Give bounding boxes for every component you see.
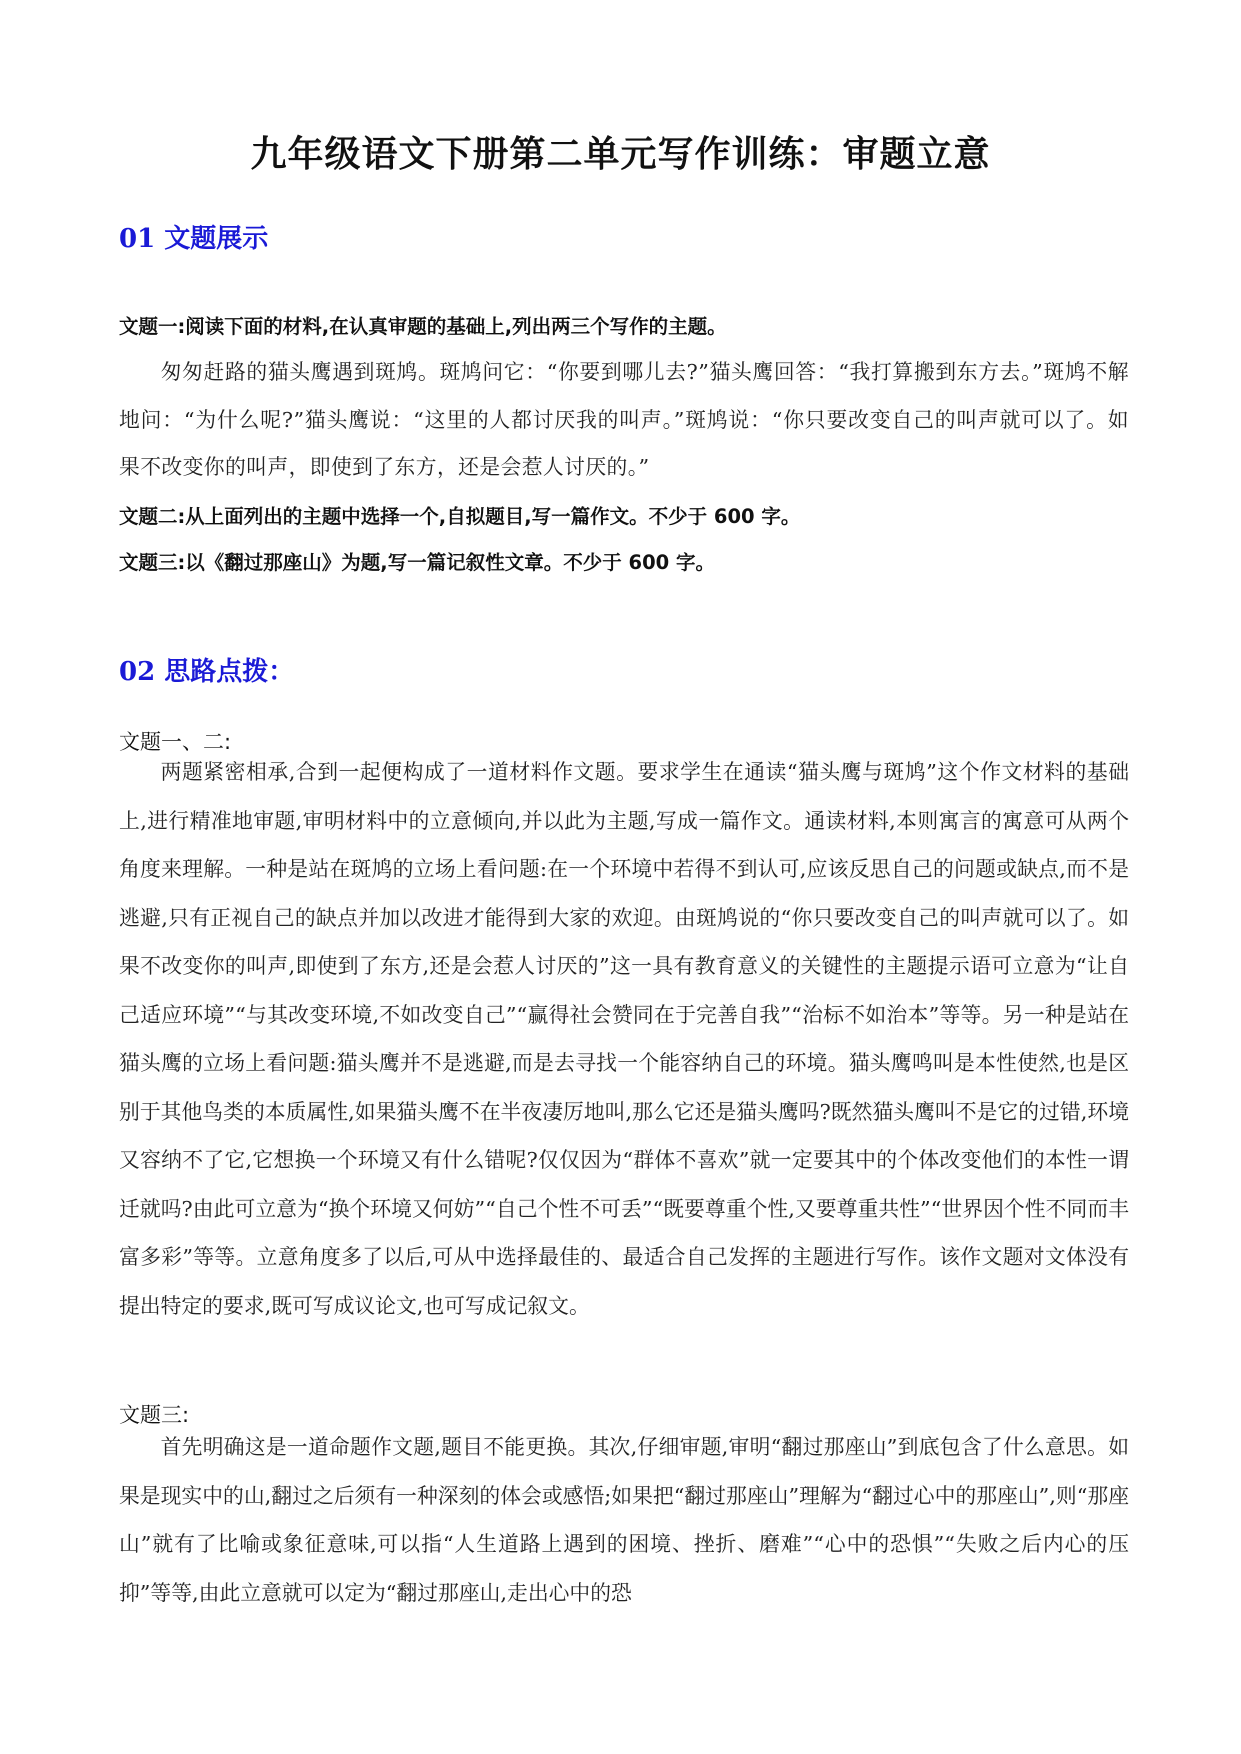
guidance-paragraph-two: 首先明确这是一道命题作文题,题目不能更换。其次,仔细审题,审明“翻过那座山”到底包含了什么意思。如果是现实中的山,翻过之后须有一种深刻的体会或感悟;如果把“翻过那座山”理解为“翻过心中的那座山”,则“那座山”就有了比喻或象征意味,可以指“人生道路上遇到的困境、挫折、磨难”“心中的恐惧”“失败之后内心的压抑”等等,由此立意就可以定为“翻过那座山,走出心中的恐 [119,1435,1129,1605]
topic-one-prompt: 文题一:阅读下面的材料,在认真审题的基础上,列出两三个写作的主题。 [119,315,727,338]
subheading-topic-three: 文题三: [119,1403,190,1427]
guidance-paragraph-one: 两题紧密相承,合到一起便构成了一道材料作文题。要求学生在通读“猫头鹰与斑鸠”这个作文材料的基础上,进行精准地审题,审明材料中的立意倾向,并以此为主题,写成一篇作文。通读材料,本则寓言的寓意可从两个角度来理解。一种是站在斑鸠的立场上看问题:在一个环境中若得不到认可,应该反思自己的问题或缺点,而不是逃避,只有正视自己的缺点并加以改进才能得到大家的欢迎。由斑鸠说的“你只要改变自己的叫声就可以了。如果不改变你的叫声,即使到了东方,还是会惹人讨厌的”这一具有教育意义的关键性的主题提示语可立意为“让自己适应环境”“与其改变环境,不如改变自己”“赢得社会赞同在于完善自我”“治标不如治本”等等。另一种是站在猫头鹰的立场上看问题:猫头鹰并不是逃避,而是去寻找一个能容纳自己的环境。猫头鹰鸣叫是本性使然,也是区别于其他鸟类的本质属性,如果猫头鹰不在半夜凄厉地叫,那么它还是猫头鹰吗?既然猫头鹰叫不是它的过错,环境又容纳不了它,它想换一个环境又有什么错呢?仅仅因为“群体不喜欢”就一定要其中的个体改变他们的本性一谓迁就吗?由此可立意为“换个环境又何妨”“自己个性不可丢”“既要尊重个性,又要尊重共性”“世界因个性不同而丰富多彩”等等。立意角度多了以后,可从中选择最佳的、最适合自己发挥的主题进行写作。该作文题对文体没有提出特定的要求,既可写成议论文,也可写成记叙文。 [119,760,1129,1318]
topic-two-prompt: 文题二:从上面列出的主题中选择一个,自拟题目,写一篇作文。不少于 600 字。 [119,505,801,528]
page-title: 九年级语文下册第二单元写作训练：审题立意 [250,133,991,175]
section-heading-topics: 01 文题展示 [119,224,269,254]
story-material-paragraph: 匆匆赶路的猫头鹰遇到斑鸠。斑鸠问它：“你要到哪儿去?”猫头鹰回答：“我打算搬到东方去。”斑鸠不解地问：“为什么呢?”猫头鹰说：“这里的人都讨厌我的叫声。”斑鸠说：“你只要改变自己的叫声就可以了。如果不改变你的叫声，即使到了东方，还是会惹人讨厌的。” [119,360,1129,479]
section-heading-guidance: 02 思路点拨： [119,657,295,687]
topic-three-prompt: 文题三:以《翻过那座山》为题,写一篇记叙性文章。不少于 600 字。 [119,551,715,574]
subheading-topics-one-two: 文题一、二: [119,730,232,754]
